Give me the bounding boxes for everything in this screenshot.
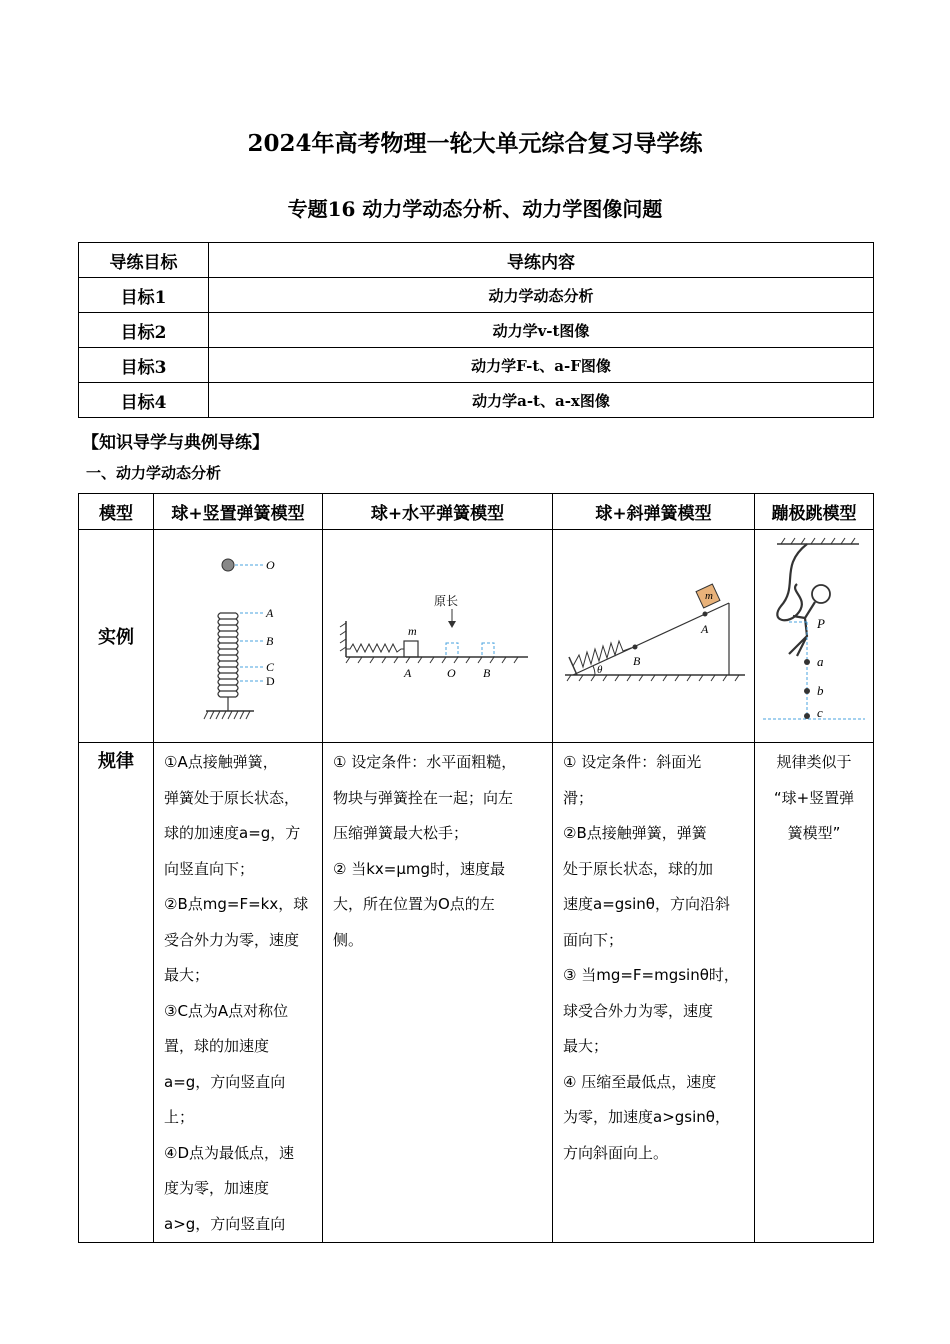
- label-B: B: [482, 666, 490, 680]
- horizontal-spring-rules: [323, 743, 553, 1243]
- rule-line: a=g，方向竖直向: [164, 1072, 286, 1091]
- label-B: B: [632, 654, 640, 668]
- goal-label: 目标1: [79, 278, 209, 313]
- model-table: [78, 493, 874, 1243]
- rule-list: [755, 743, 873, 852]
- rule-row: [79, 743, 874, 1243]
- rule-line: 为零，加速度a>gsinθ，: [563, 1108, 730, 1126]
- rule-line: ③ 当mg=F=mgsinθ时，: [563, 966, 739, 984]
- rule-line: ② 当kx=μmg时，速度最: [333, 859, 506, 878]
- label-m: m: [704, 590, 713, 602]
- rule-line: ①A点接触弹簧，: [164, 753, 278, 771]
- rule-line: ① 设定条件：水平面粗糙，: [333, 753, 517, 771]
- incline-spring-rules: [553, 743, 755, 1243]
- rule-list: [553, 743, 754, 1171]
- goal-content: 动力学v-t图像: [209, 313, 874, 348]
- label-theta: θ: [596, 664, 602, 676]
- vertical-spring-figure: [168, 549, 308, 724]
- goal-label: 目标4: [79, 383, 209, 418]
- rule-line: ②B点接触弹簧，弹簧: [563, 824, 707, 842]
- label-C: C: [266, 659, 275, 674]
- rule-line: 侧。: [333, 930, 364, 949]
- horizontal-spring-figure: [338, 591, 538, 681]
- goal-content: 动力学a-t、a-x图像: [209, 383, 874, 418]
- rule-list: [154, 743, 322, 1242]
- goal-label: 目标3: [79, 348, 209, 383]
- goal-content: 动力学动态分析: [209, 278, 874, 313]
- horizontal-spring-cell: [323, 530, 553, 743]
- label-natural-length: 原长: [433, 594, 458, 608]
- goals-header-row: [79, 243, 874, 278]
- table-row: [79, 348, 874, 383]
- incline-spring-cell: [553, 530, 755, 743]
- label-a: a: [817, 654, 824, 669]
- rule-line: 向竖直向下；: [164, 859, 255, 878]
- rule-line: 上；: [164, 1108, 195, 1126]
- rule-line: 最大；: [563, 1037, 609, 1055]
- example-label: 实例: [79, 530, 154, 743]
- label-P: P: [817, 616, 825, 631]
- goals-table: [78, 242, 874, 418]
- incline-spring-figure: [559, 581, 749, 691]
- vertical-spring-rules: [154, 743, 323, 1243]
- label-O: O: [266, 557, 275, 572]
- rule-line: 物块与弹簧拴在一起；向左: [333, 788, 514, 807]
- label-c: c: [817, 705, 823, 720]
- rule-line: 速度a=gsinθ，方向沿斜: [563, 895, 730, 913]
- header-incline-spring: 球+斜弹簧模型: [553, 494, 755, 530]
- rule-line: 簧模型”: [787, 824, 841, 842]
- rule-line: 受合外力为零，速度: [164, 930, 300, 949]
- label-A: A: [403, 666, 411, 680]
- label-A: A: [700, 622, 708, 636]
- label-b: b: [817, 683, 824, 698]
- rule-line: “球+竖置弹: [773, 788, 855, 807]
- rule-line: 弹簧处于原长状态，: [164, 788, 300, 807]
- model-header-row: [79, 494, 874, 530]
- goals-header-goal: 导练目标: [79, 243, 209, 278]
- rule-line: ① 设定条件：斜面光: [563, 753, 702, 771]
- bungee-figure: [759, 536, 869, 736]
- rule-line: 最大；: [164, 966, 210, 984]
- goal-label: 目标2: [79, 313, 209, 348]
- header-vertical-spring: 球+竖置弹簧模型: [154, 494, 323, 530]
- vertical-spring-cell: [154, 530, 323, 743]
- rule-line: 压缩弹簧最大松手；: [333, 824, 469, 842]
- header-model: 模型: [79, 494, 154, 530]
- goal-content: 动力学F-t、a-F图像: [209, 348, 874, 383]
- rule-line: 大，所在位置为O点的左: [333, 895, 495, 913]
- bungee-cell: [755, 530, 874, 743]
- rule-label: 规律: [79, 743, 154, 1243]
- bungee-rules: [755, 743, 874, 1243]
- goals-header-content: 导练内容: [209, 243, 874, 278]
- rule-line: 面向下；: [563, 930, 624, 949]
- rule-line: ②B点mg=F=kx，球: [164, 895, 309, 913]
- rule-line: 球的加速度a=g，方: [164, 824, 301, 842]
- rule-line: ③C点为A点对称位: [164, 1001, 289, 1020]
- table-row: [79, 278, 874, 313]
- document-subtitle: 专题16 动力学动态分析、动力学图像问题: [287, 197, 663, 221]
- table-row: [79, 313, 874, 348]
- label-m: m: [407, 624, 417, 638]
- rule-line: 度为零，加速度: [164, 1179, 270, 1197]
- label-B: B: [266, 633, 274, 648]
- rule-list: [323, 743, 552, 958]
- header-horizontal-spring: 球+水平弹簧模型: [323, 494, 553, 530]
- rule-line: 置，球的加速度: [164, 1037, 270, 1055]
- rule-line: 滑；: [563, 788, 594, 807]
- rule-line: ④ 压缩至最低点，速度: [563, 1072, 717, 1091]
- rule-line: 规律类似于: [776, 753, 852, 771]
- table-row: [79, 383, 874, 418]
- sub-heading: 一、动力学动态分析: [86, 464, 222, 482]
- rule-line: a>g，方向竖直向: [164, 1214, 286, 1233]
- rule-line: 方向斜面向上。: [563, 1143, 669, 1162]
- label-O: O: [446, 666, 456, 680]
- example-row: [79, 530, 874, 743]
- label-D: D: [266, 673, 275, 688]
- header-bungee: 蹦极跳模型: [755, 494, 874, 530]
- label-A: A: [266, 605, 274, 620]
- rule-line: 球受合外力为零，速度: [563, 1001, 714, 1020]
- rule-line: ④D点为最低点，速: [164, 1143, 294, 1162]
- section-heading: 【知识导学与典例导练】: [82, 433, 269, 453]
- document-title: 2024年高考物理一轮大单元综合复习导学练: [247, 130, 703, 157]
- rule-line: 处于原长状态，球的加: [563, 859, 714, 878]
